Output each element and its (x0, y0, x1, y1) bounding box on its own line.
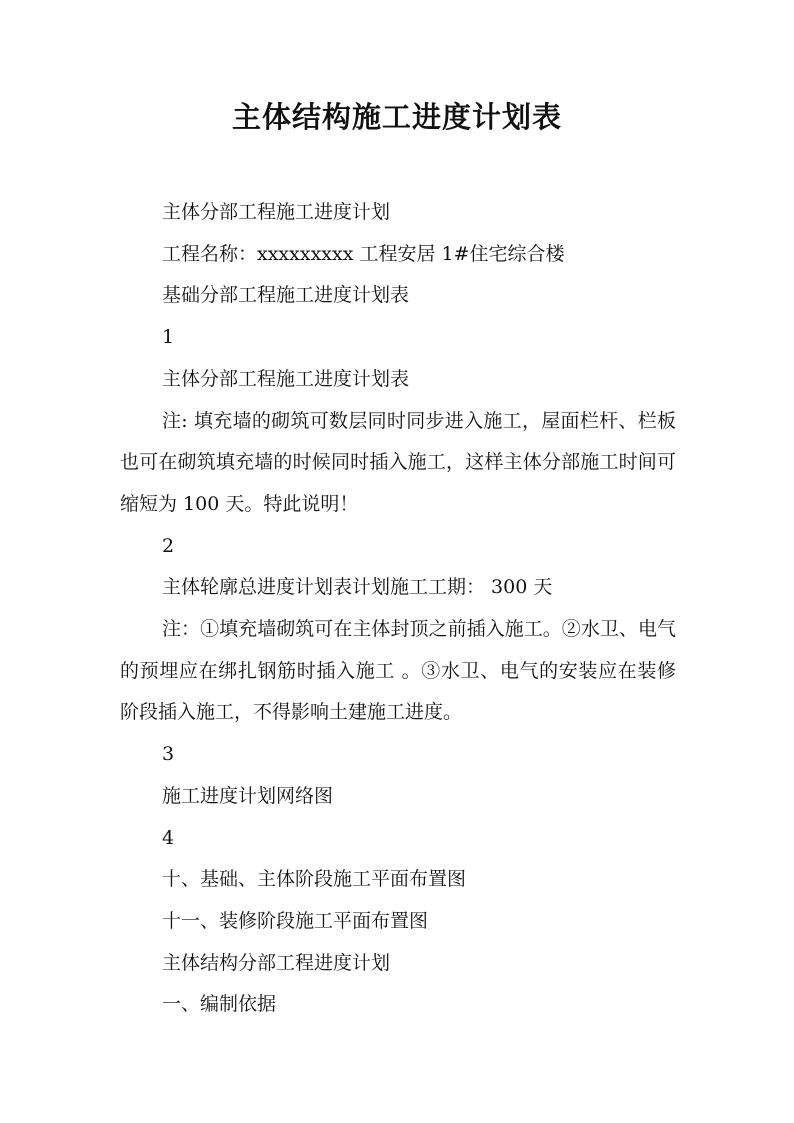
document-body (120, 192, 676, 1026)
paragraph-note-1: 注: 填充墙的砌筑可数层同时同步进入施工，屋面栏杆、栏板也可在砌筑填充墙的时候同时插入施工，这样主体分部施工时间可缩短为 100 天。特此说明！ (120, 409, 676, 515)
paragraph-foundation-plan: 基础分部工程施工进度计划表 (162, 284, 410, 307)
paragraph-section-1: 一、编制依据 (162, 993, 277, 1016)
document-title: 主体结构施工进度计划表 (231, 100, 562, 134)
paragraph-network-diagram: 施工进度计划网络图 (162, 784, 334, 807)
paragraph-number-3: 3 (162, 743, 175, 766)
paragraph-total-schedule: 主体轮廓总进度计划表计划施工工期： 300 天 (162, 576, 553, 599)
paragraph-main-plan: 主体分部工程施工进度计划表 (162, 367, 410, 390)
paragraph-note-2: 注：①填充墙砌筑可在主体封顶之前插入施工。②水卫、电气的预埋应在绑扎钢筋时插入施工 。③水卫、电气的安装应在装修阶段插入施工，不得影响土建施工进度。 (120, 618, 676, 724)
paragraph-section-10: 十、基础、主体阶段施工平面布置图 (162, 868, 467, 891)
paragraph-number-2: 2 (162, 534, 175, 557)
paragraph-number-4: 4 (162, 826, 175, 849)
paragraph-main-structure-plan: 主体结构分部工程进度计划 (162, 951, 391, 974)
paragraph-section-11: 十一、装修阶段施工平面布置图 (162, 909, 429, 932)
paragraph-project-name: 工程名称：xxxxxxxxx 工程安居 1#住宅综合楼 (162, 242, 565, 265)
paragraph-number-1: 1 (162, 326, 175, 349)
paragraph-subtitle: 主体分部工程施工进度计划 (162, 201, 391, 223)
